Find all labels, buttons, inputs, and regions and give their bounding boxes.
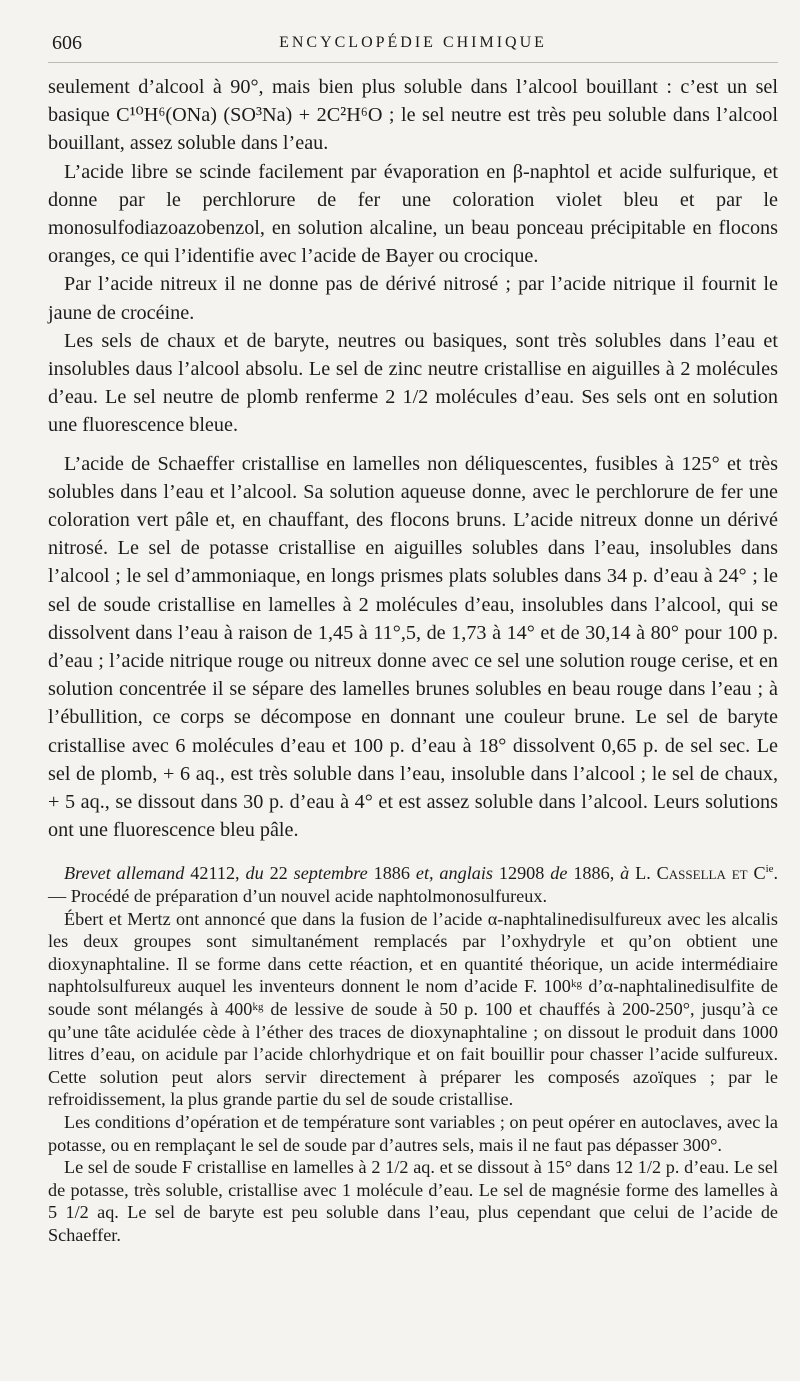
company-superscript: ie bbox=[765, 863, 774, 876]
company-name: L. Cassella et C bbox=[635, 863, 766, 884]
de-word: de bbox=[550, 863, 568, 884]
paragraph: Le sel de soude F cristallise en lamelles à 2 1/2 aq. et se dissout à 15° dans 12 1/2 p. d’eau. Le sel de potasse, très soluble, cristallise avec 1 molécule d’eau. Le sel de magnésie forme des lamelles à 5 1/2 aq. Le sel de baryte est peu soluble dans l’eau, plus cependant que celui de l’acide de Schaeffer. bbox=[48, 1157, 778, 1245]
paragraph: L’acide libre se scinde facilement par évaporation en β-naphtol et acide sulfurique, et donne par le perchlorure de fer une coloration violet bleu et par le monosulfodiazoazobenzol, en solution alcaline, un beau ponceau précipitable en flocons oranges, ce qui l’identifie avec l’acide de Bayer ou crocique. bbox=[48, 160, 778, 268]
date-year: 1886 bbox=[373, 863, 410, 884]
date-month: septembre bbox=[293, 863, 368, 884]
date-day: 22 bbox=[269, 863, 288, 884]
paragraph: L’acide de Schaeffer cristallise en lamelles non déliquescentes, fusibles à 125° et très solubles dans l’eau et l’alcool. Sa solution aqueuse donne, avec le perchlorure de fer une coloration vert pâle et, en chauffant, des flocons bruns. L’acide nitreux donne un dérivé nitrosé. Le sel de potasse cristallise en aiguilles solubles dans l’eau, insolubles dans l’alcool ; le sel d’ammoniaque, en longs prismes plats solubles dans 34 p. d’eau à 24° ; le sel de soude cristallise en lamelles à 2 molécules d’eau, insolubles dans l’alcool, qui se dissolvent dans l’eau à raison de 1,45 à 11°,5, de 1,73 à 14° et de 30,14 à 80° pour 100 p. d’eau ; l’acide nitrique rouge ou nitreux donne avec ce sel une solution rouge cerise, et en solution concentrée il se sépare des lamelles brunes solubles en beau rouge dans l’eau ; à l’ébullition, ce corps se décompose en donnant une couleur brune. Le sel de baryte cristallise avec 6 molécules d’eau et 100 p. d’eau à 18° dissolvent 0,65 p. de sel sec. Le sel de plomb, + 6 aq., est très soluble dans l’eau, insoluble dans l’alcool ; le sel de chaux, + 5 aq., se dissout dans 30 p. d’eau à 4° et est assez soluble dans l’alcool. Leurs solutions ont une fluorescence bleu pâle. bbox=[48, 452, 778, 842]
page-number: 606 bbox=[52, 32, 82, 54]
paragraph: Les sels de chaux et de baryte, neutres ou basiques, sont très solubles dans l’eau et insolubles daus l’alcool absolu. Le sel de zinc neutre cristallise en aiguilles à 2 molécules d’eau. Le sel neutre de plomb renferme 2 1/2 molécules d’eau. Ses sels ont en solution une fluorescence bleue. bbox=[48, 329, 778, 437]
brevet-number: 42112, bbox=[190, 863, 240, 884]
uk-number: 12908 bbox=[498, 863, 545, 884]
a-word: à bbox=[620, 863, 630, 884]
uk-year: 1886, bbox=[573, 863, 615, 884]
brevet-label: Brevet allemand bbox=[64, 863, 185, 884]
paragraph: Ébert et Mertz ont annoncé que dans la fusion de l’acide α-naphtalinedisulfureux avec les alcalis les deux groupes sont simultanément remplacés par l’oxhydryle et qu’on obtient une dioxynaphtaline. Il se forme dans cette réaction, et en quantité théorique, un acide intermédiaire naphtolsulfureux auquel les inventeurs donnent le nom d’acide F. 100ᵏᵍ d’α-naphtalinedisulfite de soude sont mélangés à 400ᵏᵍ de lessive de soude à 50 p. 100 et chauffés à 200-250°, jusqu’à ce qu’une tâte acidulée cède à l’éther des traces de dioxynaphtaline ; on dissout le produit dans 1000 litres d’eau, on acidule par l’acide chlorhydrique et on fait bouillir pour chasser l’acide sulfureux. Cette solution peut alors servir directement à préparer les composés azoïques ; par le refroidissement, la plus grande partie du sel de soude cristallise. bbox=[48, 908, 778, 1110]
body-large bbox=[48, 73, 778, 844]
paragraph: Par l’acide nitreux il ne donne pas de dérivé nitrosé ; par l’acide nitrique il fournit le jaune de crocéine. bbox=[48, 273, 778, 324]
patent-description: . — Procédé de préparation d’un nouvel acide naphtolmonosulfureux. bbox=[48, 863, 779, 907]
page-header bbox=[48, 28, 778, 63]
paragraph: Les conditions d’opération et de température sont variables ; on peut opérer en autoclaves, avec la potasse, ou en remplaçant le sel de soude par d’autres sels, mais il ne faut pas dépasser 300°. bbox=[48, 1112, 778, 1155]
running-title: ENCYCLOPÉDIE CHIMIQUE bbox=[279, 34, 547, 51]
et-anglais: et, anglais bbox=[415, 863, 493, 884]
du-word: du bbox=[245, 863, 264, 884]
paragraph: seulement d’alcool à 90°, mais bien plus soluble dans l’alcool bouillant : c’est un sel basique C¹⁰H⁶(ONa) (SO³Na) + 2C²H⁶O ; le sel neutre est très peu soluble dans l’alcool bouillant, assez soluble dans l’eau. bbox=[48, 76, 778, 155]
body-small bbox=[48, 862, 778, 1246]
patent-heading bbox=[48, 862, 778, 907]
